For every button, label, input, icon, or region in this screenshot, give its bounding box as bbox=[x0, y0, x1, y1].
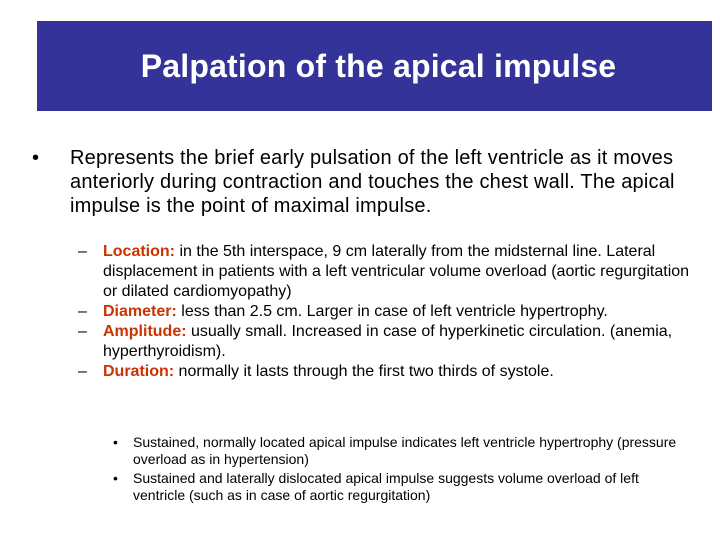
bullet-marker: • bbox=[113, 470, 118, 486]
bullet-marker: • bbox=[32, 147, 40, 169]
main-bullet bbox=[32, 146, 690, 218]
sub-bullet-text: normally it lasts through the first two thirds of systole. bbox=[174, 363, 554, 380]
sub-sub-bullet bbox=[113, 434, 693, 468]
sub-bullet-list bbox=[78, 242, 693, 382]
sub-sub-bullet-text: Sustained and laterally dislocated apical impulse suggests volume overload of left ventricle (such as in case of aortic regurgitation) bbox=[133, 470, 639, 503]
dash-marker: – bbox=[78, 303, 87, 320]
sub-bullet-text: usually small. Increased in case of hyperkinetic circulation. (anemia, hyperthyroidism). bbox=[103, 323, 673, 360]
sub-bullet-amplitude bbox=[78, 322, 693, 362]
sub-bullet-duration bbox=[78, 362, 693, 382]
slide-title: Palpation of the apical impulse bbox=[140, 47, 617, 84]
keyword-label: Diameter: bbox=[103, 303, 177, 320]
dash-marker: – bbox=[78, 363, 87, 380]
title-banner bbox=[37, 21, 712, 111]
main-bullet-text: Represents the brief early pulsation of the left ventricle as it moves anteriorly during contraction and touches the chest wall. The apical impulse is the point of maximal impulse. bbox=[70, 147, 675, 217]
sub-bullet-text: in the 5th interspace, 9 cm laterally from the midsternal line. Lateral displacement in patients with a left ventricular volume overload (aortic regurgitation or dilated cardiomyopathy) bbox=[103, 243, 690, 300]
keyword-label: Location: bbox=[103, 243, 175, 260]
sub-bullet-text: less than 2.5 cm. Larger in case of left ventricle hypertrophy. bbox=[176, 303, 608, 320]
dash-marker: – bbox=[78, 323, 87, 340]
sub-sub-bullet-text: Sustained, normally located apical impulse indicates left ventricle hypertrophy (pressure overload as in hypertension) bbox=[133, 434, 677, 467]
sub-bullet-location bbox=[78, 242, 693, 302]
keyword-label: Duration: bbox=[103, 363, 175, 380]
bullet-marker: • bbox=[113, 434, 118, 450]
keyword-label: Amplitude: bbox=[103, 323, 187, 340]
sub-bullet-diameter bbox=[78, 302, 693, 322]
sub-sub-bullet bbox=[113, 470, 693, 504]
dash-marker: – bbox=[78, 243, 87, 260]
sub-sub-bullet-list bbox=[113, 434, 693, 506]
